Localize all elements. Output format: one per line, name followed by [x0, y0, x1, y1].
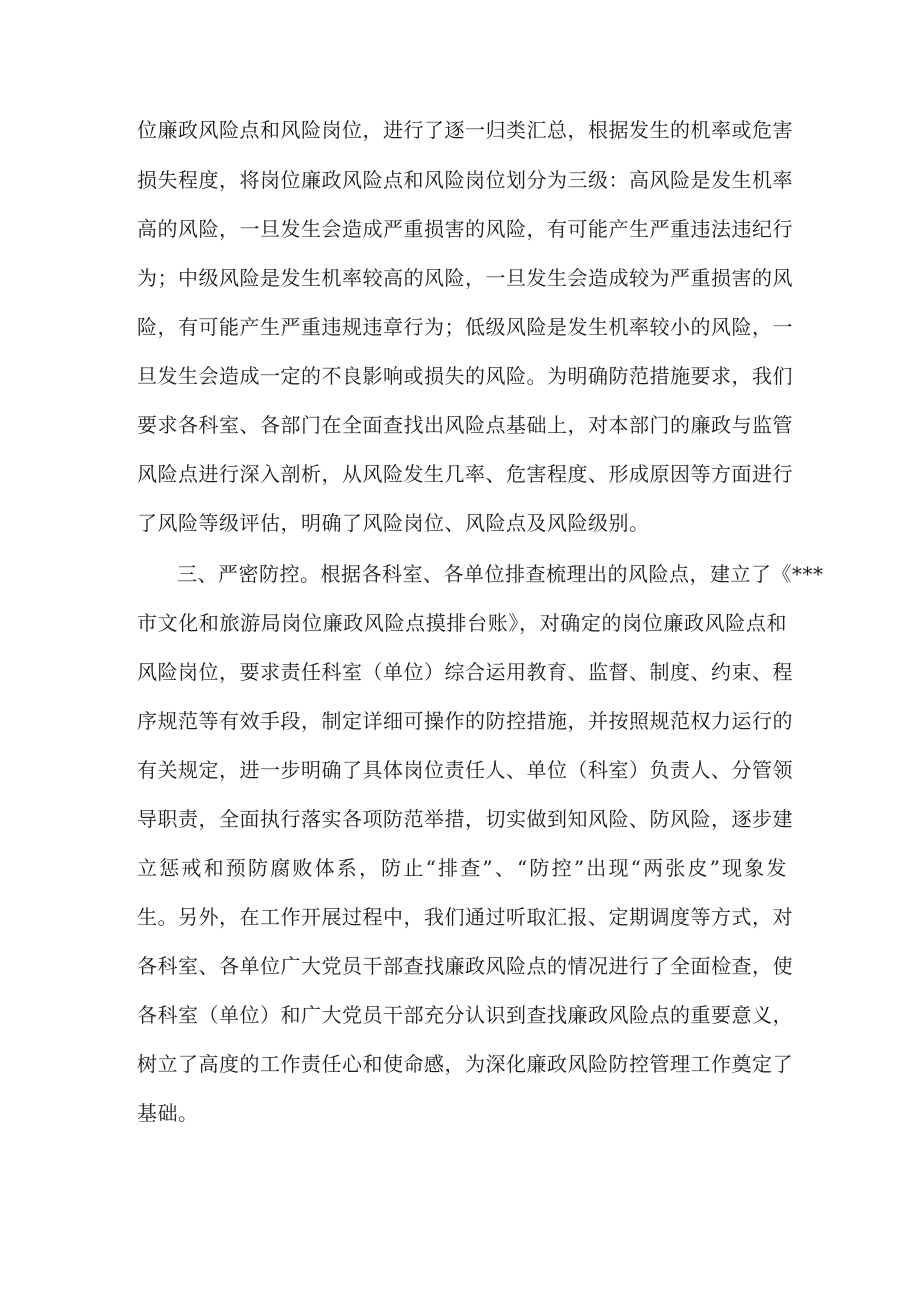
text-line: 风险点进行深入剖析，从风险发生几率、危害程度、形成原因等方面进行: [137, 462, 793, 486]
text-line: 树立了高度的工作责任心和使命感，为深化廉政风险防控管理工作奠定了: [137, 1052, 793, 1076]
text-line: 了风险等级评估，明确了风险岗位、风险点及风险级别。: [137, 511, 650, 535]
text-line: 生。另外，在工作开展过程中，我们通过听取汇报、定期调度等方式，对: [137, 905, 793, 929]
text-line: 市文化和旅游局岗位廉政风险点摸排台账》，对确定的岗位廉政风险点和: [137, 611, 787, 635]
text-line: 各科室（单位）和广大党员干部充分认识到查找廉政风险点的重要意义，: [137, 1003, 793, 1027]
text-line: 旦发生会造成一定的不良影响或损失的风险。为明确防范措施要求，我们: [137, 364, 793, 388]
text-line: 高的风险，一旦发生会造成严重损害的风险，有可能产生严重违法违纪行: [137, 217, 793, 241]
text-line: 导职责，全面执行落实各项防范举措，切实做到知风险、防风险，逐步建: [137, 807, 793, 831]
text-line: 损失程度，将岗位廉政风险点和风险岗位划分为三级：高风险是发生机率: [137, 168, 793, 192]
text-line: 要求各科室、各部门在全面查找出风险点基础上，对本部门的廉政与监管: [137, 413, 793, 437]
text-line: 为；中级风险是发生机率较高的风险，一旦发生会造成较为严重损害的风: [137, 266, 793, 290]
text-line: 序规范等有效手段，制定详细可操作的防控措施，并按照规范权力运行的: [137, 709, 793, 733]
text-line: 有关规定，进一步明确了具体岗位责任人、单位（科室）负责人、分管领: [137, 758, 793, 782]
text-line: 风险岗位，要求责任科室（单位）综合运用教育、监督、制度、约束、程: [137, 660, 793, 684]
text-line: 险，有可能产生严重违规违章行为；低级风险是发生机率较小的风险，一: [137, 315, 793, 339]
text-line: 各科室、各单位广大党员干部查找廉政风险点的情况进行了全面检查，使: [137, 954, 793, 978]
text-line: 位廉政风险点和风险岗位，进行了逐一归类汇总，根据发生的机率或危害: [137, 118, 793, 142]
text-line: 立惩戒和预防腐败体系，防止“排查”、“防控”出现“两张皮”现象发: [137, 856, 787, 880]
section-heading-line: 三、严密防控。根据各科室、各单位排查梳理出的风险点，建立了《***: [177, 562, 824, 586]
text-line: 基础。: [137, 1101, 199, 1125]
